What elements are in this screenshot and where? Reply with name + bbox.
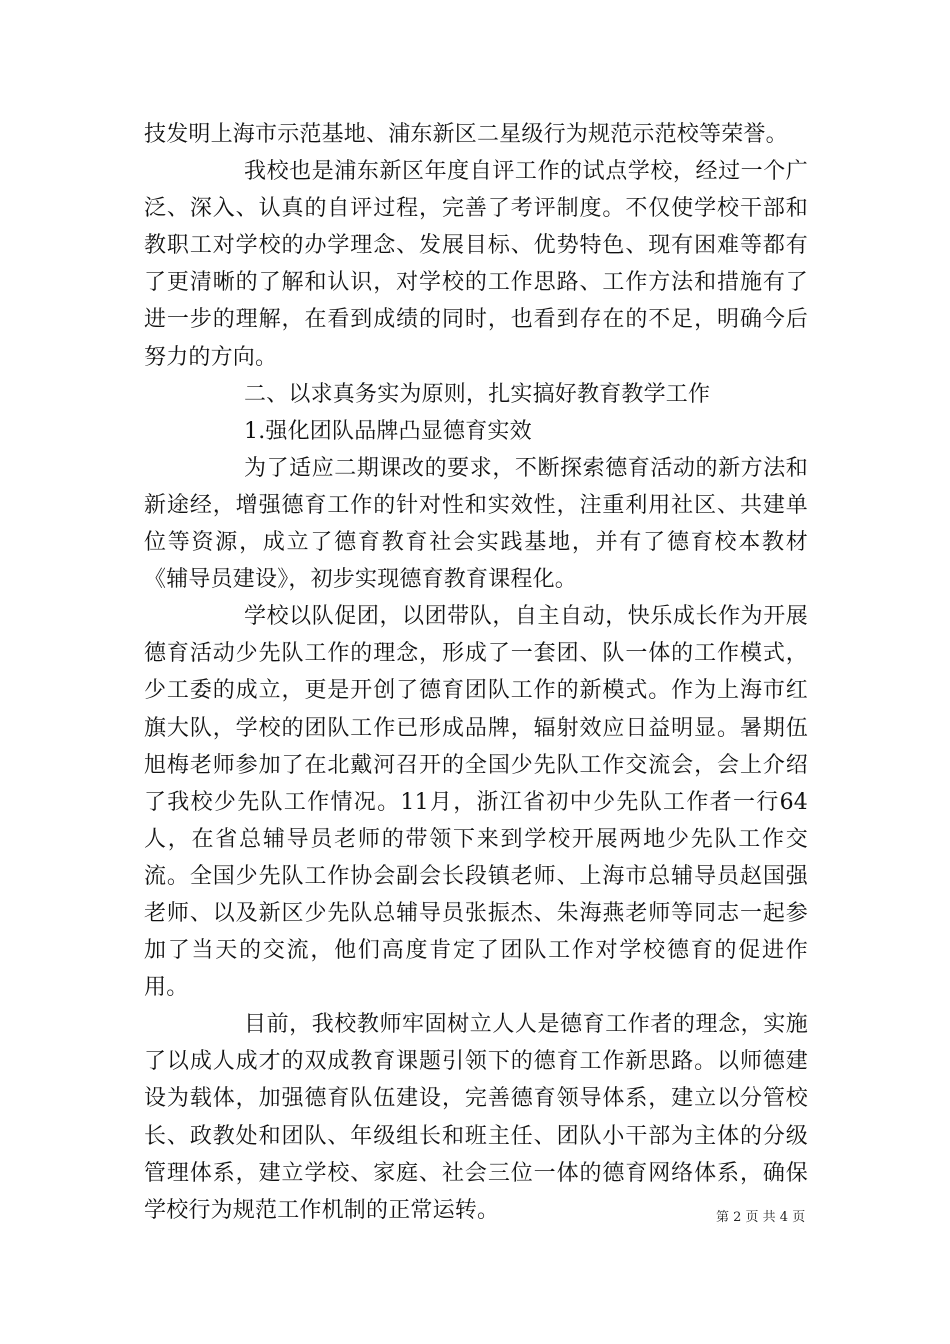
paragraph-moral-education: 为了适应二期课改的要求，不断探索德育活动的新方法和新途经，增强德育工作的针对性和实效性，注重利用社区、共建单位等资源，成立了德育教育社会实践基地，并有了德育校本教材《辅导员建设》，初步实现德育教育课程化。: [144, 455, 808, 593]
paragraph-teachers: 目前，我校教师牢固树立人人是德育工作者的理念，实施了以成人成才的双成教育课题引领下的德育工作新思路。以师德建设为载体，加强德育队伍建设，完善德育领导体系，建立以分管校长、政教处和团队、年级组长和班主任、团队小干部为主体的分级管理体系，建立学校、家庭、社会三位一体的德育网络体系，确保学校行为规范工作机制的正常运转。: [144, 1012, 808, 1223]
document-body: [144, 116, 808, 1229]
paragraph-self-evaluation: 我校也是浦东新区年度自评工作的试点学校，经过一个广泛、深入、认真的自评过程，完善了考评制度。不仅使学校干部和教职工对学校的办学理念、发展目标、优势特色、现有困难等都有了更清晰的了解和认识，对学校的工作思路、工作方法和措施有了进一步的理解，在看到成绩的同时，也看到存在的不足，明确今后努力的方向。: [144, 159, 808, 370]
paragraph-continuation: 技发明上海市示范基地、浦东新区二星级行为规范示范校等荣誉。: [144, 122, 788, 147]
section-heading-2: 二、以求真务实为原则，扎实搞好教育教学工作: [244, 381, 711, 407]
subsection-heading-1: 1.强化团队品牌凸显德育实效: [244, 418, 532, 444]
paragraph-young-pioneers: 学校以队促团，以团带队，自主自动，快乐成长作为开展德育活动少先队工作的理念，形成了一套团、队一体的工作模式，少工委的成立，更是开创了德育团队工作的新模式。作为上海市红旗大队，学校的团队工作已形成品牌，辐射效应日益明显。暑期伍旭梅老师参加了在北戴河召开的全国少先队工作交流会，会上介绍了我校少先队工作情况。11月，浙江省初中少先队工作者一行64人，在省总辅导员老师的带领下来到学校开展两地少先队工作交流。全国少先队工作协会副会长段镇老师、上海市总辅导员赵国强老师、以及新区少先队总辅导员张振杰、朱海燕老师等同志一起参加了当天的交流，他们高度肯定了团队工作对学校德育的促进作用。: [144, 604, 808, 1001]
page-number: 第 2 页 共 4 页: [716, 1210, 806, 1225]
